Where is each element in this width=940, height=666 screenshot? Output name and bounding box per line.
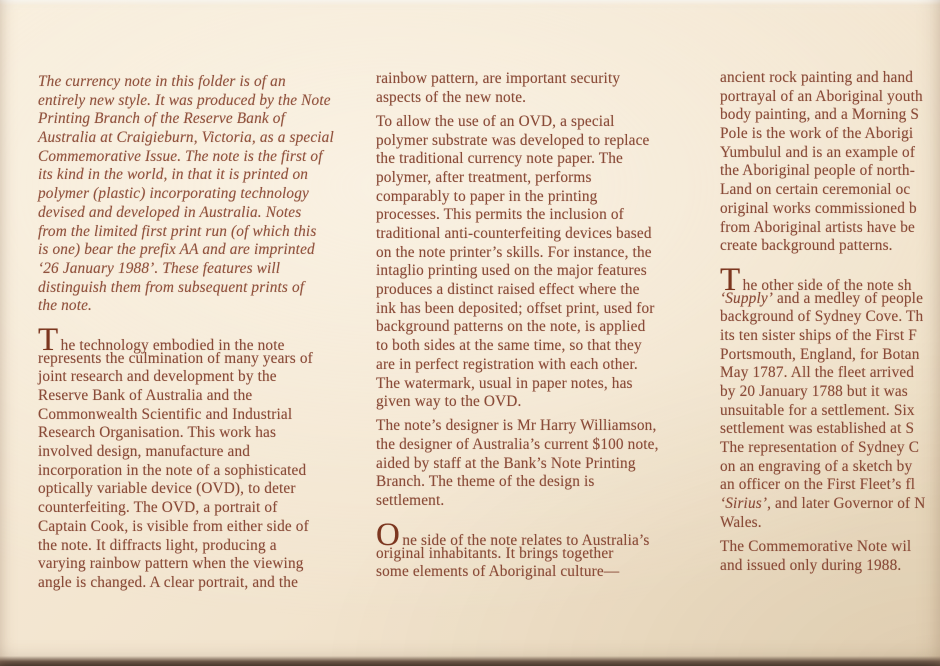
text-line (38, 110, 370, 129)
text-run: the note. (38, 297, 93, 315)
text-line (720, 106, 940, 125)
text-run: traditional anti-counterfeiting devices based (376, 225, 652, 242)
text-run: ink has been deposited; offset print, used for (376, 299, 655, 317)
text-line (720, 458, 940, 477)
text-run: an officer on the First Fleet’s fl (720, 476, 916, 494)
paragraph (376, 113, 700, 412)
text-line (720, 495, 940, 514)
text-run: joint research and development by the (38, 368, 277, 386)
text-run: settlement was established at S (720, 420, 915, 438)
text-line (376, 113, 700, 132)
text-line (38, 555, 370, 574)
text-line (720, 402, 940, 421)
text-run: to both sides at the same time, so that they (376, 337, 642, 355)
text-line (720, 88, 940, 107)
text-line (38, 368, 370, 387)
text-line (376, 473, 700, 492)
text-line (720, 162, 940, 181)
text-line (376, 169, 700, 188)
text-line (376, 262, 700, 281)
text-run: settlement. (376, 492, 445, 510)
text-run: optically variable device (OVD), to deter (38, 480, 296, 498)
text-run: from Aboriginal artists have be (720, 218, 915, 236)
text-run: counterfeiting. The OVD, a portrait of (38, 499, 278, 517)
text-run: the traditional currency note paper. The (376, 150, 623, 168)
text-run: Australia at Craigieburn, Victoria, as a special (38, 129, 334, 147)
text-run: its ten sister ships of the First F (720, 326, 917, 344)
italic-text-run: ‘Sirius’ (720, 495, 768, 513)
text-line (38, 424, 370, 443)
text-run: unsuitable for a settlement. Six (720, 401, 915, 419)
text-line (376, 244, 700, 263)
text-run: , and later Governor of N (767, 495, 926, 513)
text-run: comparably to paper in the printing (376, 187, 598, 205)
text-line (720, 327, 940, 346)
text-column-middle (376, 70, 700, 587)
text-line (720, 200, 940, 219)
text-line (376, 89, 700, 108)
text-run: background of Sydney Cove. Th (720, 308, 924, 326)
text-line (38, 241, 370, 260)
text-line (376, 150, 700, 169)
paragraph (720, 261, 940, 533)
text-run: The representation of Sydney C (720, 439, 920, 457)
text-line (376, 356, 700, 375)
text-run: ne side of the note relates to Australia’s (402, 531, 650, 549)
text-run: polymer substrate was developed to replace (376, 131, 650, 149)
text-run: on an engraving of a sketch by (720, 457, 913, 475)
text-run: Branch. The theme of the design is (376, 473, 595, 491)
text-line (376, 455, 700, 474)
text-run: Research Organisation. This work has (38, 424, 277, 442)
text-line (376, 545, 700, 564)
text-line (38, 148, 370, 167)
paragraph (376, 516, 700, 582)
text-run: Commonwealth Scientific and Industrial (38, 405, 293, 423)
text-run: polymer (plastic) incorporating technology (38, 185, 309, 203)
text-run: rainbow pattern, are important security (376, 70, 621, 87)
text-line (38, 204, 370, 223)
text-line (720, 514, 940, 533)
text-line (720, 364, 940, 383)
text-line (376, 318, 700, 337)
text-run: aspects of the new note. (376, 88, 527, 106)
text-run: represents the culmination of many years of (38, 349, 313, 367)
paragraph (376, 70, 700, 107)
text-run: Reserve Bank of Australia and the (38, 387, 253, 404)
text-line (38, 350, 370, 369)
text-run: processes. This permits the inclusion of (376, 206, 624, 224)
text-run: given way to the OVD. (376, 393, 522, 411)
text-run: is one) bear the prefix AA and are imprinted (38, 241, 315, 259)
text-run: he other side of the note sh (742, 276, 912, 294)
text-run: intaglio printing used on the major features (376, 262, 647, 280)
italic-text-run: ‘Supply’ (720, 289, 774, 307)
text-line (376, 393, 700, 412)
text-line (720, 476, 940, 495)
text-line (720, 144, 940, 163)
text-line (38, 185, 370, 204)
text-line (720, 69, 940, 88)
text-line (720, 538, 940, 557)
text-run: The Commemorative Note wil (720, 538, 912, 555)
text-line (38, 166, 370, 185)
text-line (376, 417, 700, 436)
text-line (38, 574, 370, 593)
text-line (38, 537, 370, 556)
text-line (720, 290, 940, 309)
text-run: the designer of Australia’s current $100 note, (376, 436, 659, 454)
text-line (720, 308, 940, 327)
text-run: from the limited first print run (of which this (38, 222, 317, 240)
text-run: original inhabitants. It brings together (376, 544, 614, 562)
text-line (38, 223, 370, 242)
text-column-right (720, 69, 940, 581)
text-run: background patterns on the note, is applied (376, 318, 646, 336)
paragraph (720, 538, 940, 575)
text-run: ancient rock painting and hand (720, 69, 914, 86)
text-run: distinguish them from subsequent prints of (38, 278, 305, 296)
text-line (376, 206, 700, 225)
text-line (376, 132, 700, 151)
text-line (376, 281, 700, 300)
text-run: varying rainbow pattern when the viewing (38, 555, 304, 573)
text-line (38, 73, 370, 92)
text-run: incorporation in the note of a sophisticated (38, 461, 307, 479)
text-run: polymer, after treatment, performs (376, 168, 592, 186)
text-run: The currency note in this folder is of an (38, 73, 286, 90)
text-line (720, 181, 940, 200)
text-run: Captain Cook, is visible from either side of (38, 517, 309, 535)
text-run: The note’s designer is Mr Harry Williamson, (376, 417, 657, 435)
text-run: Pole is the work of the Aborigi (720, 125, 914, 143)
text-line (38, 499, 370, 518)
text-run: and a medley of people (773, 289, 924, 307)
text-line (376, 375, 700, 394)
text-line (38, 480, 370, 499)
text-line (720, 420, 940, 439)
paragraph (720, 69, 940, 256)
text-run: the note. It diffracts light, producing a (38, 536, 277, 554)
text-line (720, 125, 940, 144)
text-run: the Aboriginal people of north- (720, 162, 915, 180)
text-run: devised and developed in Australia. Notes (38, 203, 302, 221)
text-run: Printing Branch of the Reserve Bank of (38, 110, 285, 128)
text-run: To allow the use of an OVD, a special (376, 112, 615, 130)
text-run: produces a distinct raised effect where the (376, 281, 640, 299)
text-line (38, 406, 370, 425)
text-line (38, 129, 370, 148)
text-line (38, 92, 370, 111)
text-line (720, 346, 940, 365)
text-run: Portsmouth, England, for Botan (720, 345, 920, 363)
text-line (376, 492, 700, 511)
text-run: and issued only during 1988. (720, 556, 902, 574)
drop-cap: O (376, 516, 401, 553)
text-run: The watermark, usual in paper notes, has (376, 374, 633, 392)
text-run: angle is changed. A clear portrait, and the (38, 573, 299, 591)
text-run: Commemorative Issue. The note is the first of (38, 147, 323, 165)
paragraph (376, 417, 700, 510)
text-run: some elements of Aboriginal culture— (376, 563, 620, 581)
text-run: its kind in the world, in that it is printed on (38, 166, 309, 184)
paragraph (38, 73, 370, 316)
text-line (376, 300, 700, 319)
text-run: portrayal of an Aboriginal youth (720, 87, 923, 105)
text-line (38, 518, 370, 537)
text-run: body painting, and a Morning S (720, 106, 920, 124)
text-run: by 20 January 1788 but it was (720, 383, 908, 400)
text-run: entirely new style. It was produced by the Note (38, 91, 331, 109)
text-line (720, 219, 940, 238)
text-line (38, 297, 370, 316)
text-line (376, 563, 700, 582)
text-run: create background patterns. (720, 237, 893, 255)
text-run: aided by staff at the Bank’s Note Printing (376, 454, 636, 472)
paragraph (38, 321, 370, 593)
text-run: Land on certain ceremonial oc (720, 181, 911, 199)
text-run: involved design, manufacture and (38, 443, 251, 461)
text-run: Yumbulul and is an example of (720, 143, 916, 161)
text-line (38, 462, 370, 481)
drop-cap: T (720, 261, 741, 298)
text-run: he technology embodied in the note (60, 336, 285, 354)
text-run: ‘26 January 1988’. These features will (38, 259, 281, 277)
text-line (376, 436, 700, 455)
text-run: on the note printer’s skills. For instance, the (376, 243, 652, 261)
text-line (376, 70, 700, 89)
text-line (720, 383, 940, 402)
text-line (38, 279, 370, 298)
text-line (720, 439, 940, 458)
text-line (38, 443, 370, 462)
text-line (38, 387, 370, 406)
text-line (376, 188, 700, 207)
drop-cap: T (38, 321, 59, 358)
text-line (720, 557, 940, 576)
text-run: Wales. (720, 513, 762, 531)
text-line (38, 260, 370, 279)
text-column-left (38, 73, 370, 598)
text-line (376, 225, 700, 244)
text-run: are in perfect registration with each other. (376, 355, 638, 373)
text-line (376, 337, 700, 356)
text-run: original works commissioned b (720, 199, 917, 217)
text-line (720, 237, 940, 256)
text-run: May 1787. All the fleet arrived (720, 364, 915, 382)
